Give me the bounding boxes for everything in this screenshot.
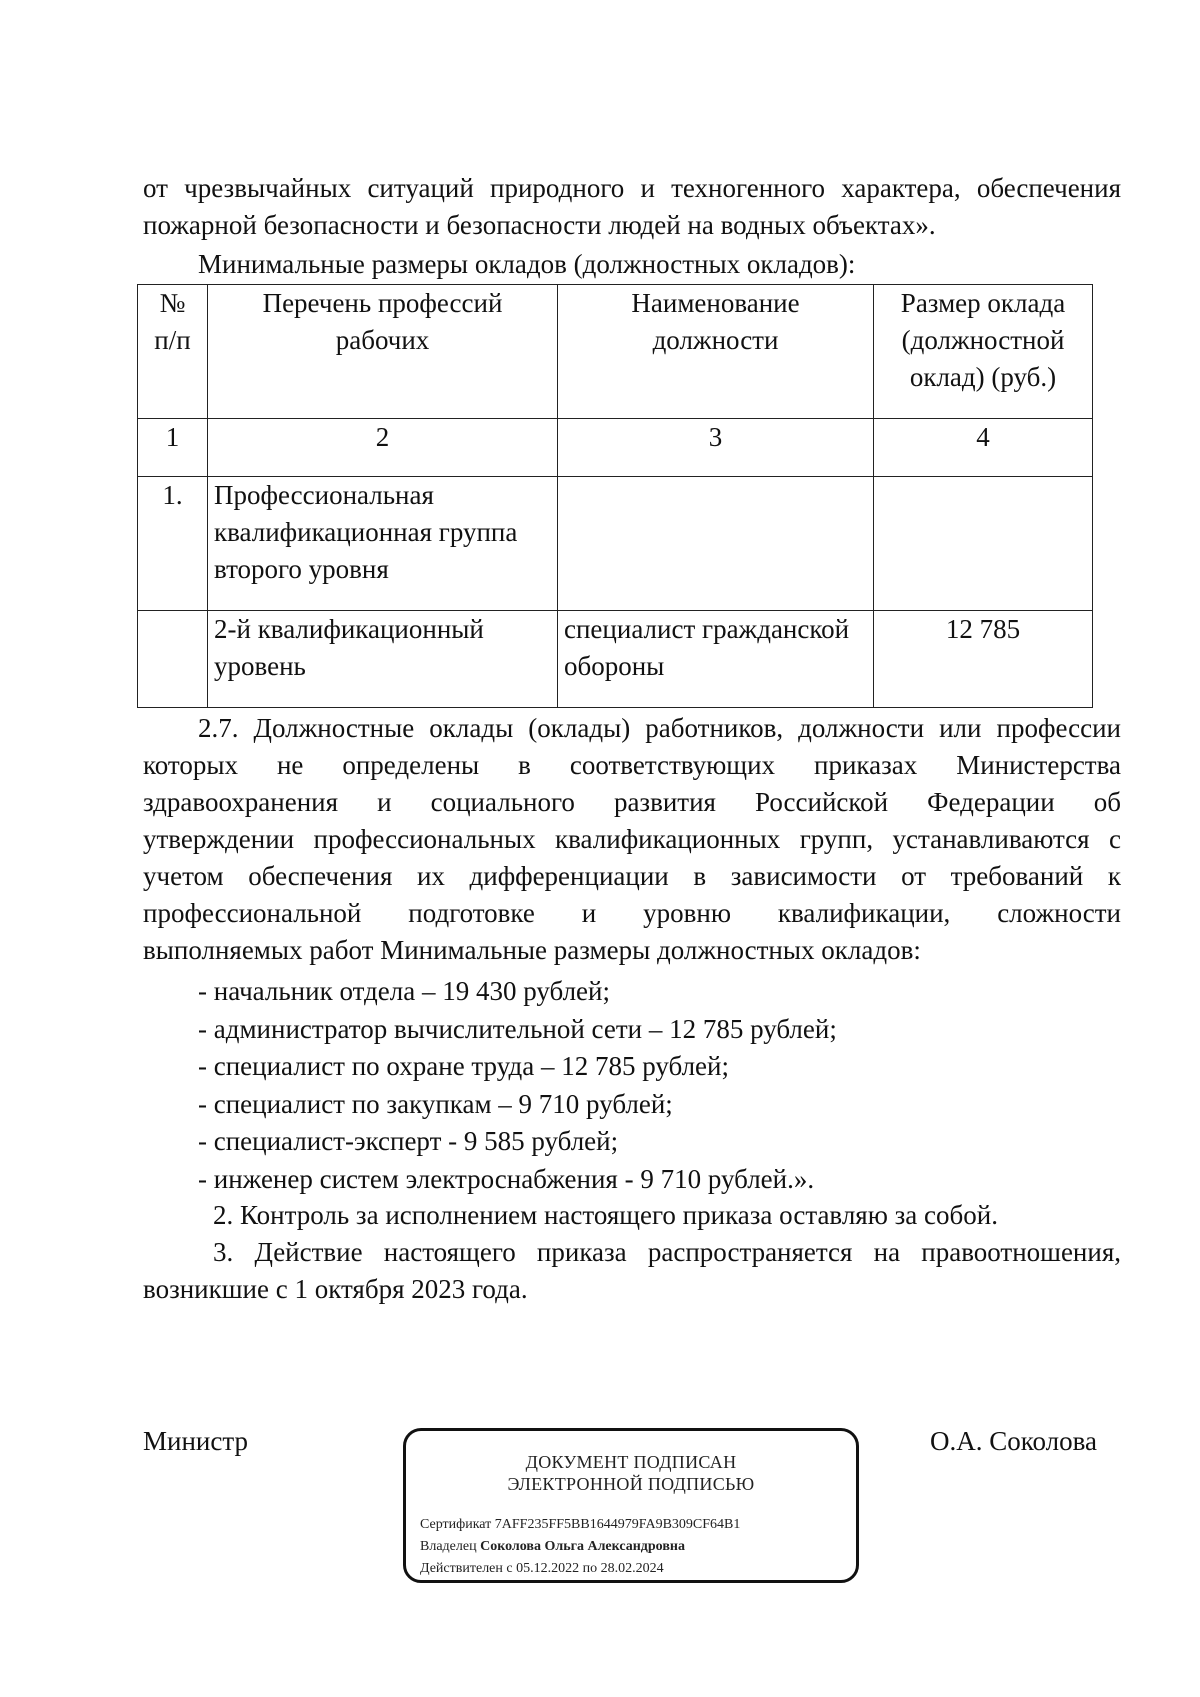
salary-list	[198, 973, 837, 1198]
header-text: оклад) (руб.)	[909, 362, 1057, 392]
paragraph-2-7	[143, 710, 1121, 969]
paragraph-line: 2.7. Должностные оклады (оклады) работников, должности или профессии	[198, 713, 1121, 743]
paragraph-line: возникшие с 1 октября 2023 года.	[143, 1274, 528, 1304]
group-text: квалификационная группа	[214, 517, 518, 547]
group-cell	[208, 611, 558, 708]
list-item: - администратор вычислительной сети – 12 785 рублей;	[198, 1013, 837, 1044]
header-cell-position	[558, 285, 874, 419]
salary-cell	[874, 477, 1093, 611]
position-text: специалист гражданской	[564, 614, 850, 644]
row-number-cell: 1.	[138, 477, 208, 611]
stamp-label: по	[582, 1561, 598, 1576]
list-item: - специалист по охране труда – 12 785 рублей;	[198, 1051, 729, 1081]
paragraph-line: утверждении профессиональных квалификационных групп, устанавливаются с	[143, 824, 1121, 854]
header-text: рабочих	[335, 325, 430, 355]
table-header-row	[138, 285, 1093, 419]
position-cell	[558, 477, 874, 611]
stamp-label: Сертификат	[420, 1517, 492, 1532]
group-text: второго уровня	[214, 554, 389, 584]
header-text: Размер оклада	[900, 288, 1066, 318]
paragraph-line: 3. Действие настоящего приказа распространяется на правоотношения,	[213, 1237, 1121, 1267]
header-text: №	[159, 288, 186, 318]
position-cell	[558, 611, 874, 708]
list-item: - специалист-эксперт - 9 585 рублей;	[198, 1126, 619, 1156]
row-number-cell	[138, 611, 208, 708]
column-number-row	[138, 419, 1093, 477]
effect-paragraph	[143, 1234, 1121, 1308]
signatory-name: О.А. Соколова	[930, 1426, 1097, 1456]
stamp-certificate	[420, 1514, 740, 1536]
header-cell-salary	[874, 285, 1093, 419]
stamp-title-line: ДОКУМЕНТ ПОДПИСАН	[525, 1452, 737, 1472]
header-cell-professions	[208, 285, 558, 419]
group-text: уровень	[214, 651, 306, 681]
column-number-cell: 2	[208, 419, 558, 477]
table-caption: Минимальные размеры окладов (должностных окладов):	[198, 249, 856, 279]
table-row	[138, 611, 1093, 708]
stamp-value: Соколова Ольга Александровна	[480, 1539, 685, 1554]
signatory-title: Министр	[143, 1426, 248, 1456]
stamp-value: 7AFF235FF5BB1644979FA9B309CF64B1	[494, 1517, 741, 1532]
table-row	[138, 477, 1093, 611]
stamp-label: Владелец	[420, 1539, 477, 1554]
intro-line: пожарной безопасности и безопасности людей на водных объектах».	[143, 210, 936, 240]
stamp-value: 05.12.2022	[516, 1561, 580, 1576]
paragraph-line: которых не определены в соответствующих приказах Министерства	[143, 750, 1121, 780]
stamp-title-line: ЭЛЕКТРОННОЙ ПОДПИСЬЮ	[507, 1474, 755, 1494]
group-cell	[208, 477, 558, 611]
stamp-validity	[420, 1558, 740, 1580]
group-text: Профессиональная	[214, 480, 434, 510]
header-text: Наименование	[631, 288, 800, 318]
list-item: - специалист по закупкам – 9 710 рублей;	[198, 1088, 673, 1119]
column-number-cell: 3	[558, 419, 874, 477]
header-text: (должностной	[901, 325, 1065, 355]
salary-table	[137, 284, 1093, 708]
control-paragraph: 2. Контроль за исполнением настоящего приказа оставляю за собой.	[213, 1200, 998, 1230]
paragraph-line: здравоохранения и социального развития Российской Федерации об	[143, 787, 1121, 817]
paragraph-line: профессиональной подготовке и уровню квалификации, сложности	[143, 898, 1121, 928]
header-text: Перечень профессий	[262, 288, 503, 318]
header-text: должности	[652, 325, 779, 355]
intro-paragraph	[143, 170, 1121, 244]
stamp-value: 28.02.2024	[600, 1561, 664, 1576]
group-text: 2-й квалификационный	[214, 614, 484, 644]
intro-line: от чрезвычайных ситуаций природного и техногенного характера, обеспечения	[143, 173, 1121, 203]
list-item: - инженер систем электроснабжения - 9 710 рублей.».	[198, 1163, 815, 1194]
stamp-label: Действителен с	[420, 1561, 513, 1576]
salary-cell: 12 785	[874, 611, 1093, 708]
header-text: п/п	[154, 325, 191, 355]
list-item: - начальник отдела – 19 430 рублей;	[198, 976, 610, 1006]
paragraph-line: учетом обеспечения их дифференциации в зависимости от требований к	[143, 861, 1121, 891]
stamp-details	[420, 1514, 740, 1580]
electronic-signature-stamp	[403, 1428, 859, 1583]
stamp-title	[406, 1451, 856, 1495]
column-number-cell: 4	[874, 419, 1093, 477]
paragraph-line: выполняемых работ Минимальные размеры должностных окладов:	[143, 935, 921, 965]
stamp-owner	[420, 1536, 740, 1558]
position-text: обороны	[564, 651, 665, 681]
header-cell-number	[138, 285, 208, 419]
column-number-cell: 1	[138, 419, 208, 477]
